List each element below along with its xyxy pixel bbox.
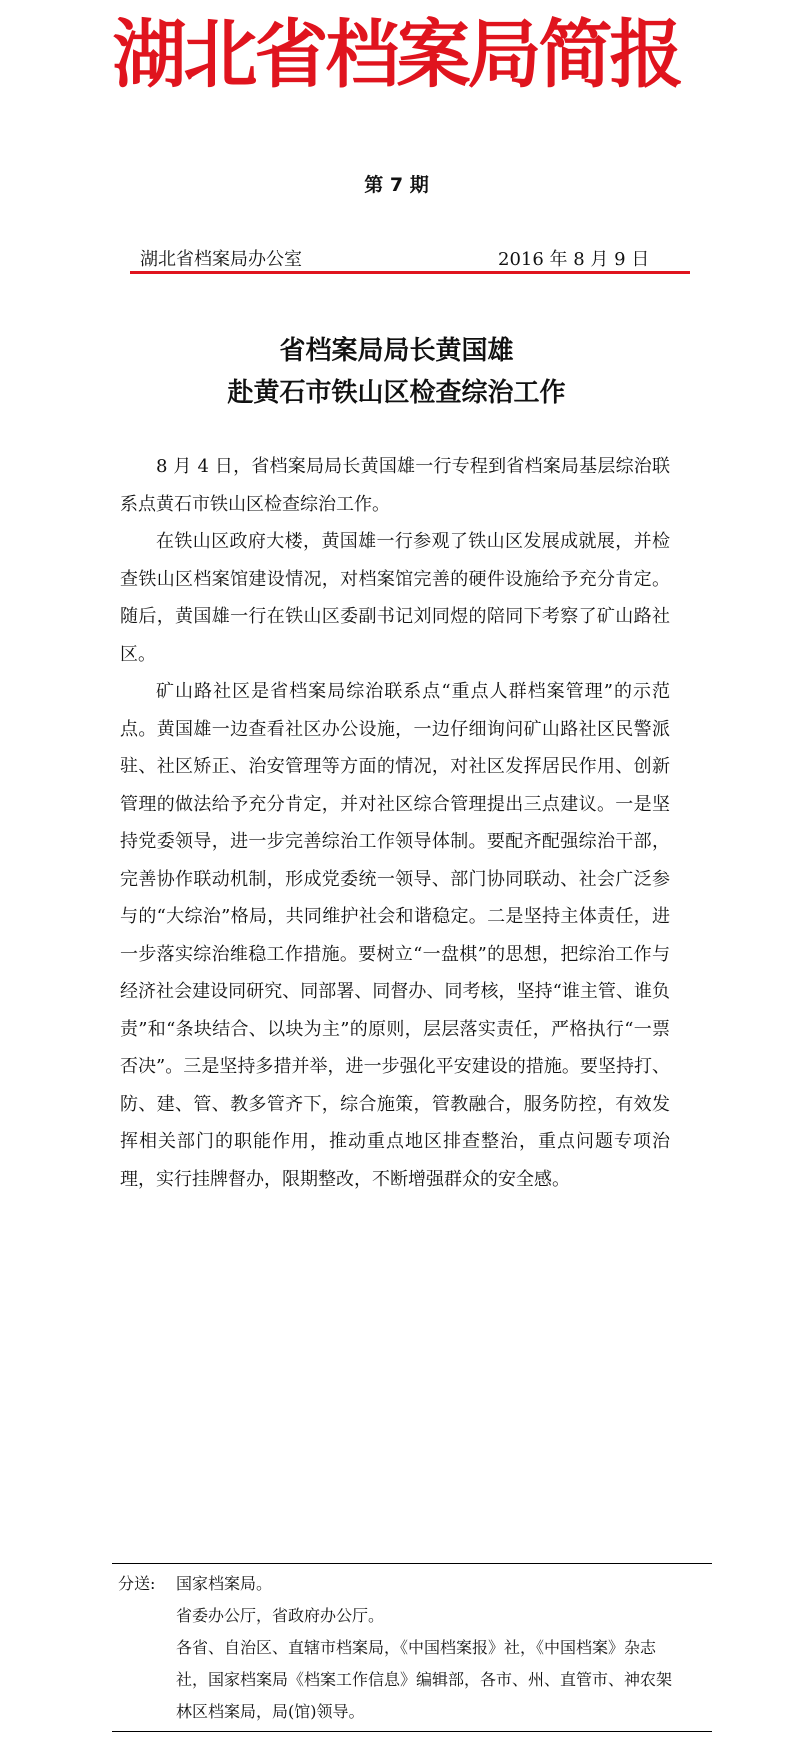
paragraph: 8 月 4 日，省档案局局长黄国雄一行专程到省档案局基层综治联系点黄石市铁山区检查综治工作。 [120,456,670,515]
issue-date: 2016 年 8 月 9 日 [498,249,650,270]
article-title-line-2: 赴黄石市铁山区检查综治工作 [227,378,566,408]
distribution-line: 省委办公厅，省政府办公厅。 [176,1606,385,1625]
distribution-line: 各省、自治区、直辖市档案局，《中国档案报》社，《中国档案》杂志社，国家档案局《档案工作信息》编辑部，各市、州、直管市、神农架林区档案局，局(馆)领导。 [176,1638,673,1721]
issuing-office: 湖北省档案局办公室 [140,249,302,270]
paragraph: 在铁山区政府大楼，黄国雄一行参观了铁山区发展成就展，并检查铁山区档案馆建设情况，对档案馆完善的硬件设施给予充分肯定。随后，黄国雄一行在铁山区委副书记刘同煜的陪同下考察了矿山路社区。 [120,531,670,665]
article-title [0,330,793,414]
distribution-top-rule [112,1563,712,1564]
distribution-bottom-rule [112,1731,712,1732]
distribution-label: 分送: [118,1574,156,1593]
issue-number: 第 7 期 [364,174,429,196]
distribution-list [118,1568,678,1728]
distribution-line: 国家档案局。 [176,1574,273,1593]
red-divider [130,271,690,274]
article-title-line-1: 省档案局局长黄国雄 [279,336,514,366]
paragraph: 矿山路社区是省档案局综治联系点“重点人群档案管理”的示范点。黄国雄一边查看社区办公设施，一边仔细询问矿山路社区民警派驻、社区矫正、治安管理等方面的情况，对社区发挥居民作用、创新管理的做法给予充分肯定，并对社区综合管理提出三点建议。一是坚持党委领导，进一步完善综治工作领导体制。要配齐配强综治干部，完善协作联动机制，形成党委统一领导、部门协同联动、社会广泛参与的“大综治”格局，共同维护社会和谐稳定。二是坚持主体责任，进一步落实综治维稳工作措施。要树立“一盘棋”的思想，把综治工作与经济社会建设同研究、同部署、同督办、同考核，坚持“谁主管、谁负责”和“条块结合、以块为主”的原则，层层落实责任，严格执行“一票否决”。三是坚持多措并举，进一步强化平安建设的措施。要坚持打、防、建、管、教多管齐下，综合施策，管教融合，服务防控，有效发挥相关部门的职能作用，推动重点地区排查整治，重点问题专项治理，实行挂牌督办，限期整改，不断增强群众的安全感。 [120,681,670,1190]
article-body [120,448,670,1198]
masthead-title: 湖北省档案局简报 [112,12,681,98]
